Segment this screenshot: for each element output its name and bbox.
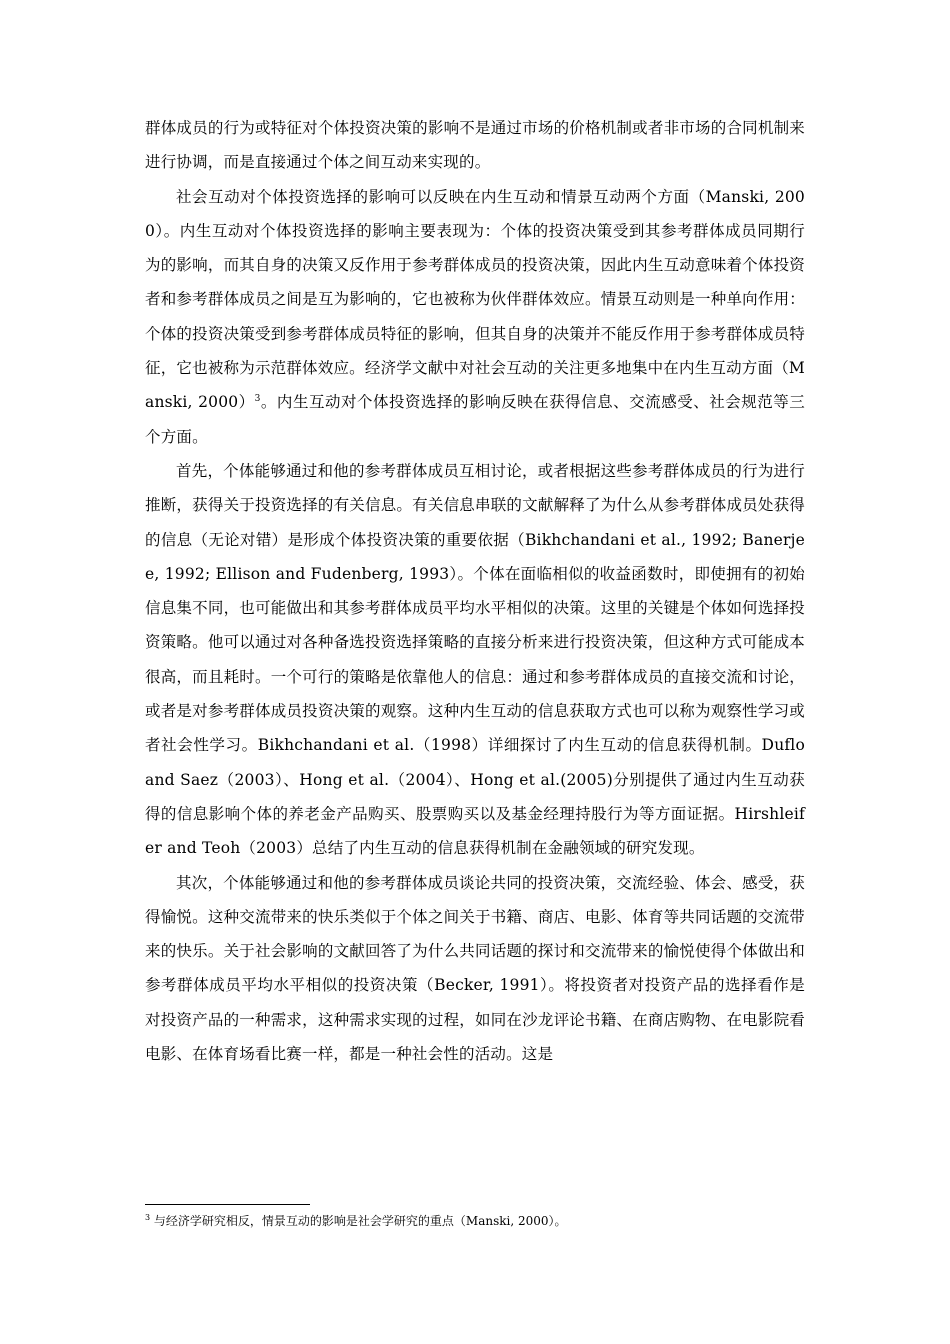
paragraph-2-text-end: 。内生互动对个体投资选择的影响反映在获得信息、交流感受、社会规范等三个方面。 xyxy=(145,393,805,446)
document-body xyxy=(145,111,805,1071)
footnote-divider xyxy=(145,1204,310,1205)
paragraph-2 xyxy=(145,180,805,454)
paragraph-3: 首先，个体能够通过和他的参考群体成员互相讨论，或者根据这些参考群体成员的行为进行推断，获得关于投资选择的有关信息。有关信息串联的文献解释了为什么从参考群体成员处获得的信息（无论对错）是形成个体投资决策的重要依据（Bikhchandani et al., 1992; Banerjee, 1992; Ellison and Fudenberg, 1993）。个体在面临相似的收益函数时，即使拥有的初始信息集不同，也可能做出和其参考群体成员平均水平相似的决策。这里的关键是个体如何选择投资策略。他可以通过对各种备选投资选择策略的直接分析来进行投资决策，但这种方式可能成本很高，而且耗时。一个可行的策略是依靠他人的信息：通过和参考群体成员的直接交流和讨论，或者是对参考群体成员投资决策的观察。这种内生互动的信息获取方式也可以称为观察性学习或者社会性学习。Bikhchandani et al.（1998）详细探讨了内生互动的信息获得机制。Duflo and Saez（2003）、Hong et al.（2004）、Hong et al.(2005)分别提供了通过内生互动获得的信息影响个体的养老金产品购买、股票购买以及基金经理持股行为等方面证据。Hirshleifer and Teoh（2003）总结了内生互动的信息获得机制在金融领域的研究发现。 xyxy=(145,461,805,858)
footnote xyxy=(145,1212,805,1230)
paragraph-1: 群体成员的行为或特征对个体投资决策的影响不是通过市场的价格机制或者非市场的合同机制来进行协调，而是直接通过个体之间互动来实现的。 xyxy=(145,119,805,172)
footnote-text: 与经济学研究相反，情景互动的影响是社会学研究的重点（Manski, 2000）。 xyxy=(153,1214,567,1228)
paragraph-2-text: 社会互动对个体投资选择的影响可以反映在内生互动和情景互动两个方面（Manski, 2000）。内生互动对个体投资选择的影响主要表现为：个体的投资决策受到其参考群体成员同期行为的影响，而其自身的决策又反作用于参考群体成员的投资决策，因此内生互动意味着个体投资者和参考群体成员之间是互为影响的，它也被称为伙伴群体效应。情景互动则是一种单向作用：个体的投资决策受到参考群体成员特征的影响，但其自身的决策并不能反作用于参考群体成员特征，它也被称为示范群体效应。经济学文献中对社会互动的关注更多地集中在内生互动方面（Manski, 2000） xyxy=(145,187,805,412)
paragraph-4: 其次，个体能够通过和他的参考群体成员谈论共同的投资决策，交流经验、体会、感受，获得愉悦。这种交流带来的快乐类似于个体之间关于书籍、商店、电影、体育等共同话题的交流带来的快乐。关于社会影响的文献回答了为什么共同话题的探讨和交流带来的愉悦使得个体做出和参考群体成员平均水平相似的投资决策（Becker, 1991）。将投资者对投资产品的选择看作是对投资产品的一种需求，这种需求实现的过程，如同在沙龙评论书籍、在商店购物、在电影院看电影、在体育场看比赛一样，都是一种社会性的活动。这是 xyxy=(145,873,805,1064)
footnote-mark: 3 xyxy=(145,1213,151,1222)
footnote-reference: 3 xyxy=(254,394,261,405)
